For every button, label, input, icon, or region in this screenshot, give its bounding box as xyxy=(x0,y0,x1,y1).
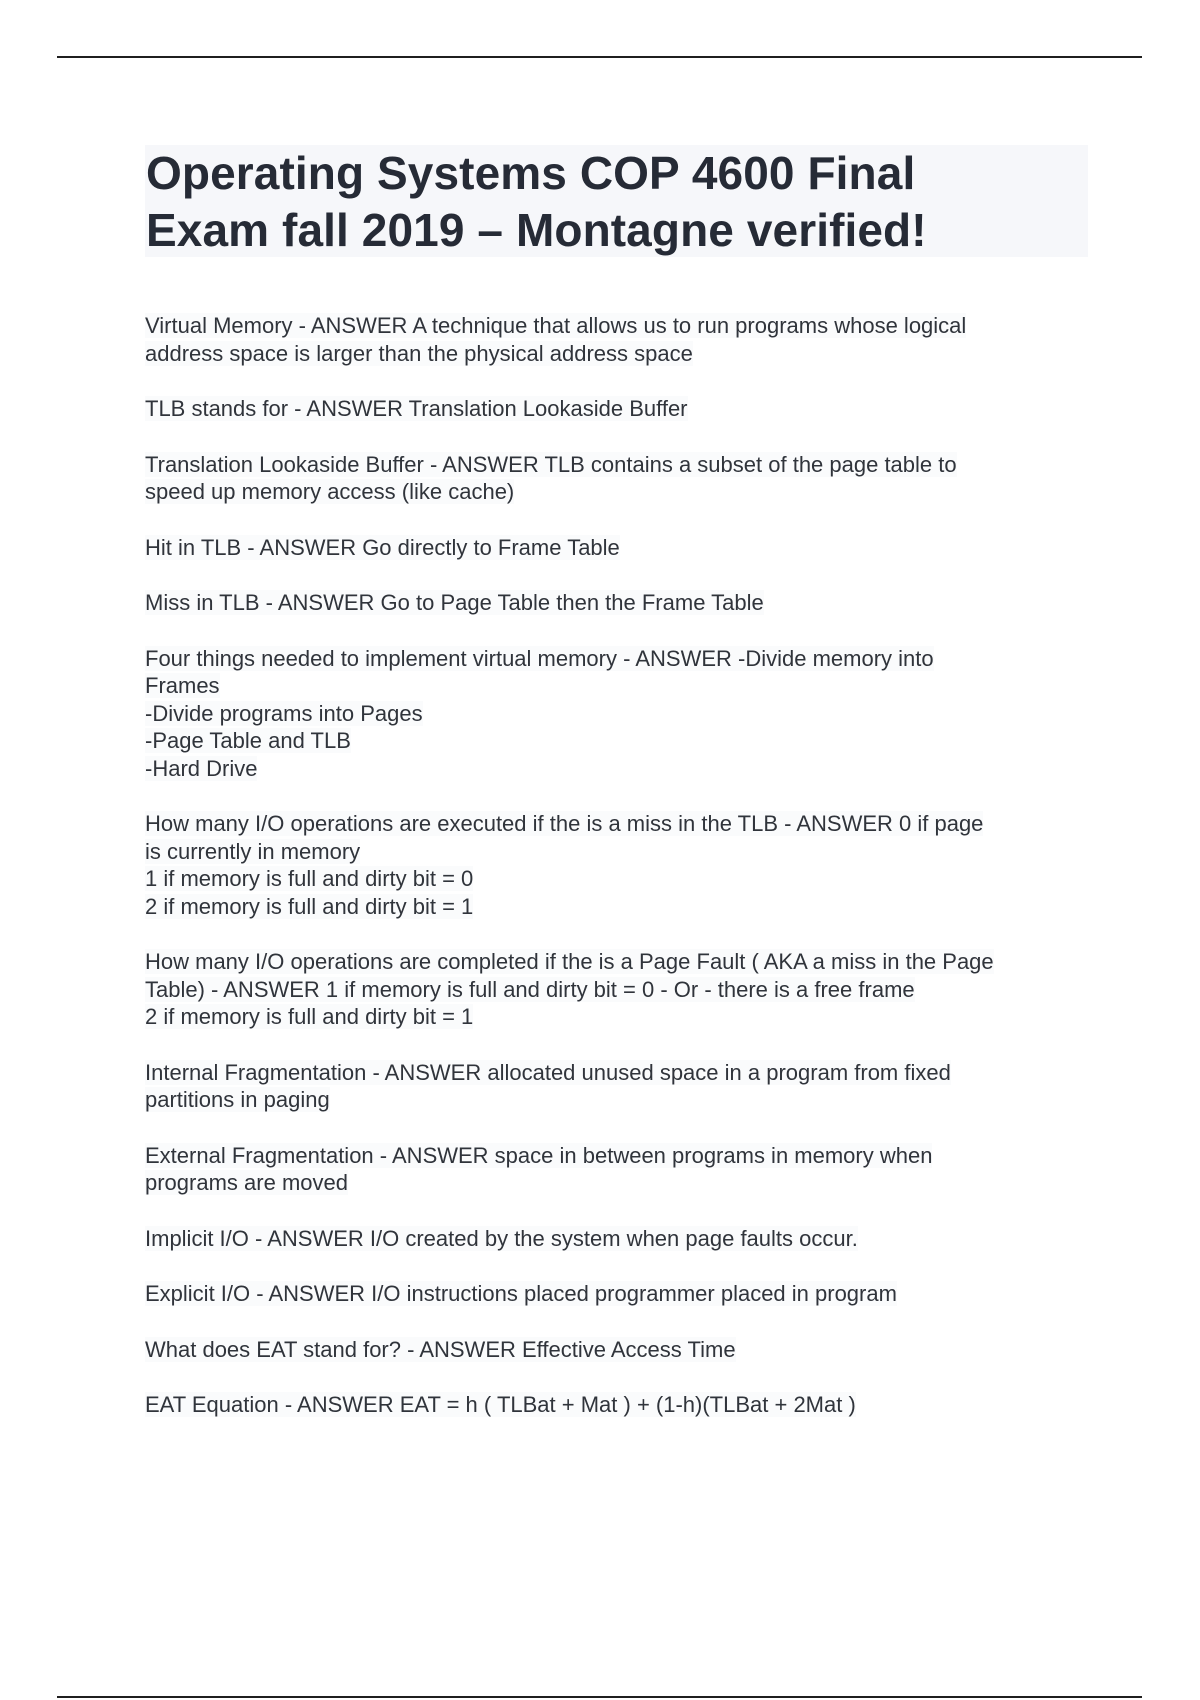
qa-item xyxy=(145,810,1085,920)
qa-item xyxy=(145,1059,1085,1114)
qa-text: What does EAT stand for? - ANSWER Effective Access Time xyxy=(145,1336,736,1362)
qa-list xyxy=(145,312,1085,1447)
qa-item xyxy=(145,1336,1085,1364)
qa-item xyxy=(145,645,1085,783)
qa-item xyxy=(145,1225,1085,1253)
qa-item xyxy=(145,1280,1085,1308)
document-title: Operating Systems COP 4600 Final Exam fall 2019 – Montagne verified! xyxy=(146,147,927,256)
qa-text: TLB stands for - ANSWER Translation Lookaside Buffer xyxy=(145,396,688,421)
qa-item xyxy=(145,948,1085,1031)
title-block xyxy=(145,145,1088,257)
qa-text: Miss in TLB - ANSWER Go to Page Table then the Frame Table xyxy=(145,590,764,615)
qa-text: Hit in TLB - ANSWER Go directly to Frame Table xyxy=(145,534,620,560)
qa-item xyxy=(145,1391,1085,1419)
qa-item xyxy=(145,534,1085,562)
qa-item xyxy=(145,312,1085,367)
qa-text: How many I/O operations are executed if the is a miss in the TLB - ANSWER 0 if page is currently in memory 1 if memory is full and dirty bit = 0 2 if memory is full and dirty bit = 1 xyxy=(145,811,984,919)
qa-text: External Fragmentation - ANSWER space in between programs in memory when programs are moved xyxy=(145,1142,933,1195)
qa-item xyxy=(145,1142,1085,1197)
qa-text: Implicit I/O - ANSWER I/O created by the system when page faults occur. xyxy=(145,1225,858,1251)
qa-text: Four things needed to implement virtual memory - ANSWER -Divide memory into Frames -Divide programs into Pages -Page Table and TLB -Hard Drive xyxy=(145,645,934,781)
qa-item xyxy=(145,589,1085,617)
qa-text: EAT Equation - ANSWER EAT = h ( TLBat + Mat ) + (1-h)(TLBat + 2Mat ) xyxy=(145,1392,856,1417)
qa-text: Explicit I/O - ANSWER I/O instructions placed programmer placed in program xyxy=(145,1281,897,1306)
qa-text: How many I/O operations are completed if the is a Page Fault ( AKA a miss in the Page Table) - ANSWER 1 if memory is full and dirty bit = 0 - Or - there is a free frame 2 if memory is full and dirty bit = 1 xyxy=(145,949,994,1029)
qa-text: Translation Lookaside Buffer - ANSWER TLB contains a subset of the page table to speed up memory access (like cache) xyxy=(145,451,957,504)
qa-text: Virtual Memory - ANSWER A technique that allows us to run programs whose logical address space is larger than the physical address space xyxy=(145,313,967,366)
bottom-rule xyxy=(57,1696,1142,1698)
top-rule xyxy=(57,56,1142,58)
qa-text: Internal Fragmentation - ANSWER allocated unused space in a program from fixed partitions in paging xyxy=(145,1059,951,1112)
qa-item xyxy=(145,395,1085,423)
qa-item xyxy=(145,451,1085,506)
